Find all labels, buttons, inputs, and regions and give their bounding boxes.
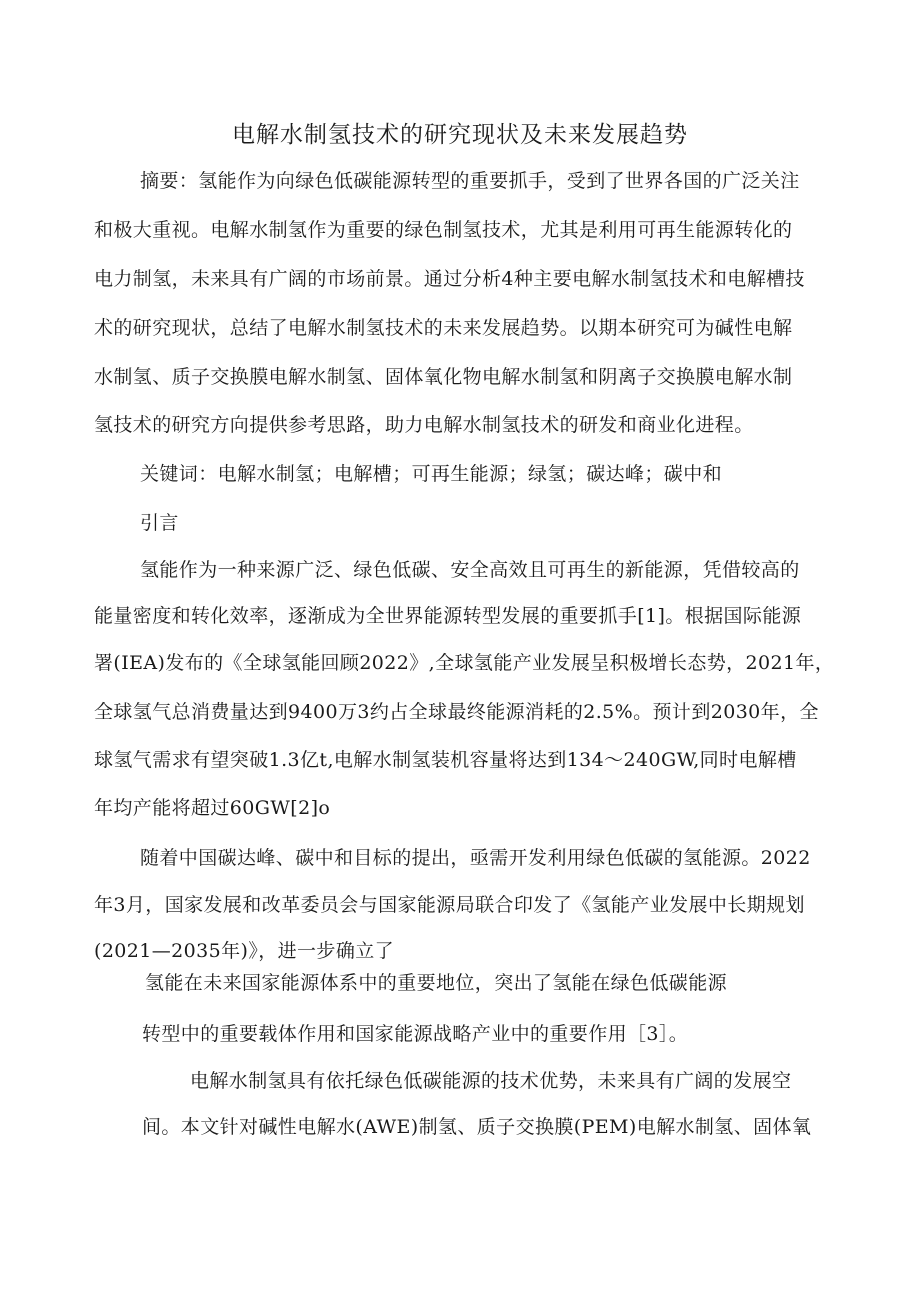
abstract-line-2: 和极大重视。电解水制氢作为重要的绿色制氢技术，尤其是利用可再生能源转化的 (94, 219, 793, 241)
intro-para3-line-2: 间。本文针对碱性电解水(AWE)制氢、质子交换膜(PEM)电解水制氢、固体氧 (142, 1116, 812, 1138)
intro-para2-line-1: 随着中国碳达峰、碳中和目标的提出，亟需开发利用绿色低碳的氢能源。2022 (140, 847, 811, 869)
intro-para1-line-3: 署(IEA)发布的《全球氢能回顾2022》,全球氢能产业发展呈积极增长态势，2021年， (94, 652, 835, 674)
section-heading-intro: 引言 (140, 512, 179, 534)
abstract-line-3: 电力制氢，未来具有广阔的市场前景。通过分析4种主要电解水制氢技术和电解槽技 (94, 268, 805, 290)
abstract-line-6: 氢技术的研究方向提供参考思路，助力电解水制氢技术的研发和商业化进程。 (94, 414, 754, 436)
abstract-line-1: 摘要：氢能作为向绿色低碳能源转型的重要抓手，受到了世界各国的广泛关注 (140, 170, 800, 192)
intro-para1-line-5: 球氢气需求有望突破1.3亿t,电解水制氢装机容量将达到134～240GW,同时电解槽 (94, 749, 797, 771)
intro-para2-line-4: 氢能在未来国家能源体系中的重要地位，突出了氢能在绿色低碳能源 (145, 972, 728, 994)
intro-para1-line-6: 年均产能将超过60GW[2]o (94, 797, 331, 819)
intro-para1-line-1: 氢能作为一种来源广泛、绿色低碳、安全高效且可再生的新能源，凭借较高的 (140, 559, 800, 581)
abstract-line-5: 水制氢、质子交换膜电解水制氢、固体氧化物电解水制氢和阴离子交换膜电解水制 (94, 366, 793, 388)
intro-para2-line-5: 转型中的重要载体作用和国家能源战略产业中的重要作用［3］。 (142, 1023, 689, 1045)
intro-para1-line-4: 全球氢气总消费量达到9400万3约占全球最终能源消耗的2.5%。预计到2030年，全 (94, 701, 819, 723)
abstract-line-4: 术的研究现状，总结了电解水制氢技术的未来发展趋势。以期本研究可为碱性电解 (94, 317, 793, 339)
intro-para2-line-3: (2021—2035年)》，进一步确立了 (94, 940, 395, 962)
intro-para3-line-1: 电解水制氢具有依托绿色低碳能源的技术优势，未来具有广阔的发展空 (190, 1070, 792, 1092)
keywords-line: 关键词：电解水制氢；电解槽；可再生能源；绿氢；碳达峰；碳中和 (140, 463, 723, 485)
document-title: 电解水制氢技术的研究现状及未来发展趋势 (232, 122, 688, 148)
intro-para2-line-2: 年3月，国家发展和改革委员会与国家能源局联合印发了《氢能产业发展中长期规划 (94, 894, 805, 916)
intro-para1-line-2: 能量密度和转化效率，逐渐成为全世界能源转型发展的重要抓手[1]。根据国际能源 (94, 605, 802, 627)
